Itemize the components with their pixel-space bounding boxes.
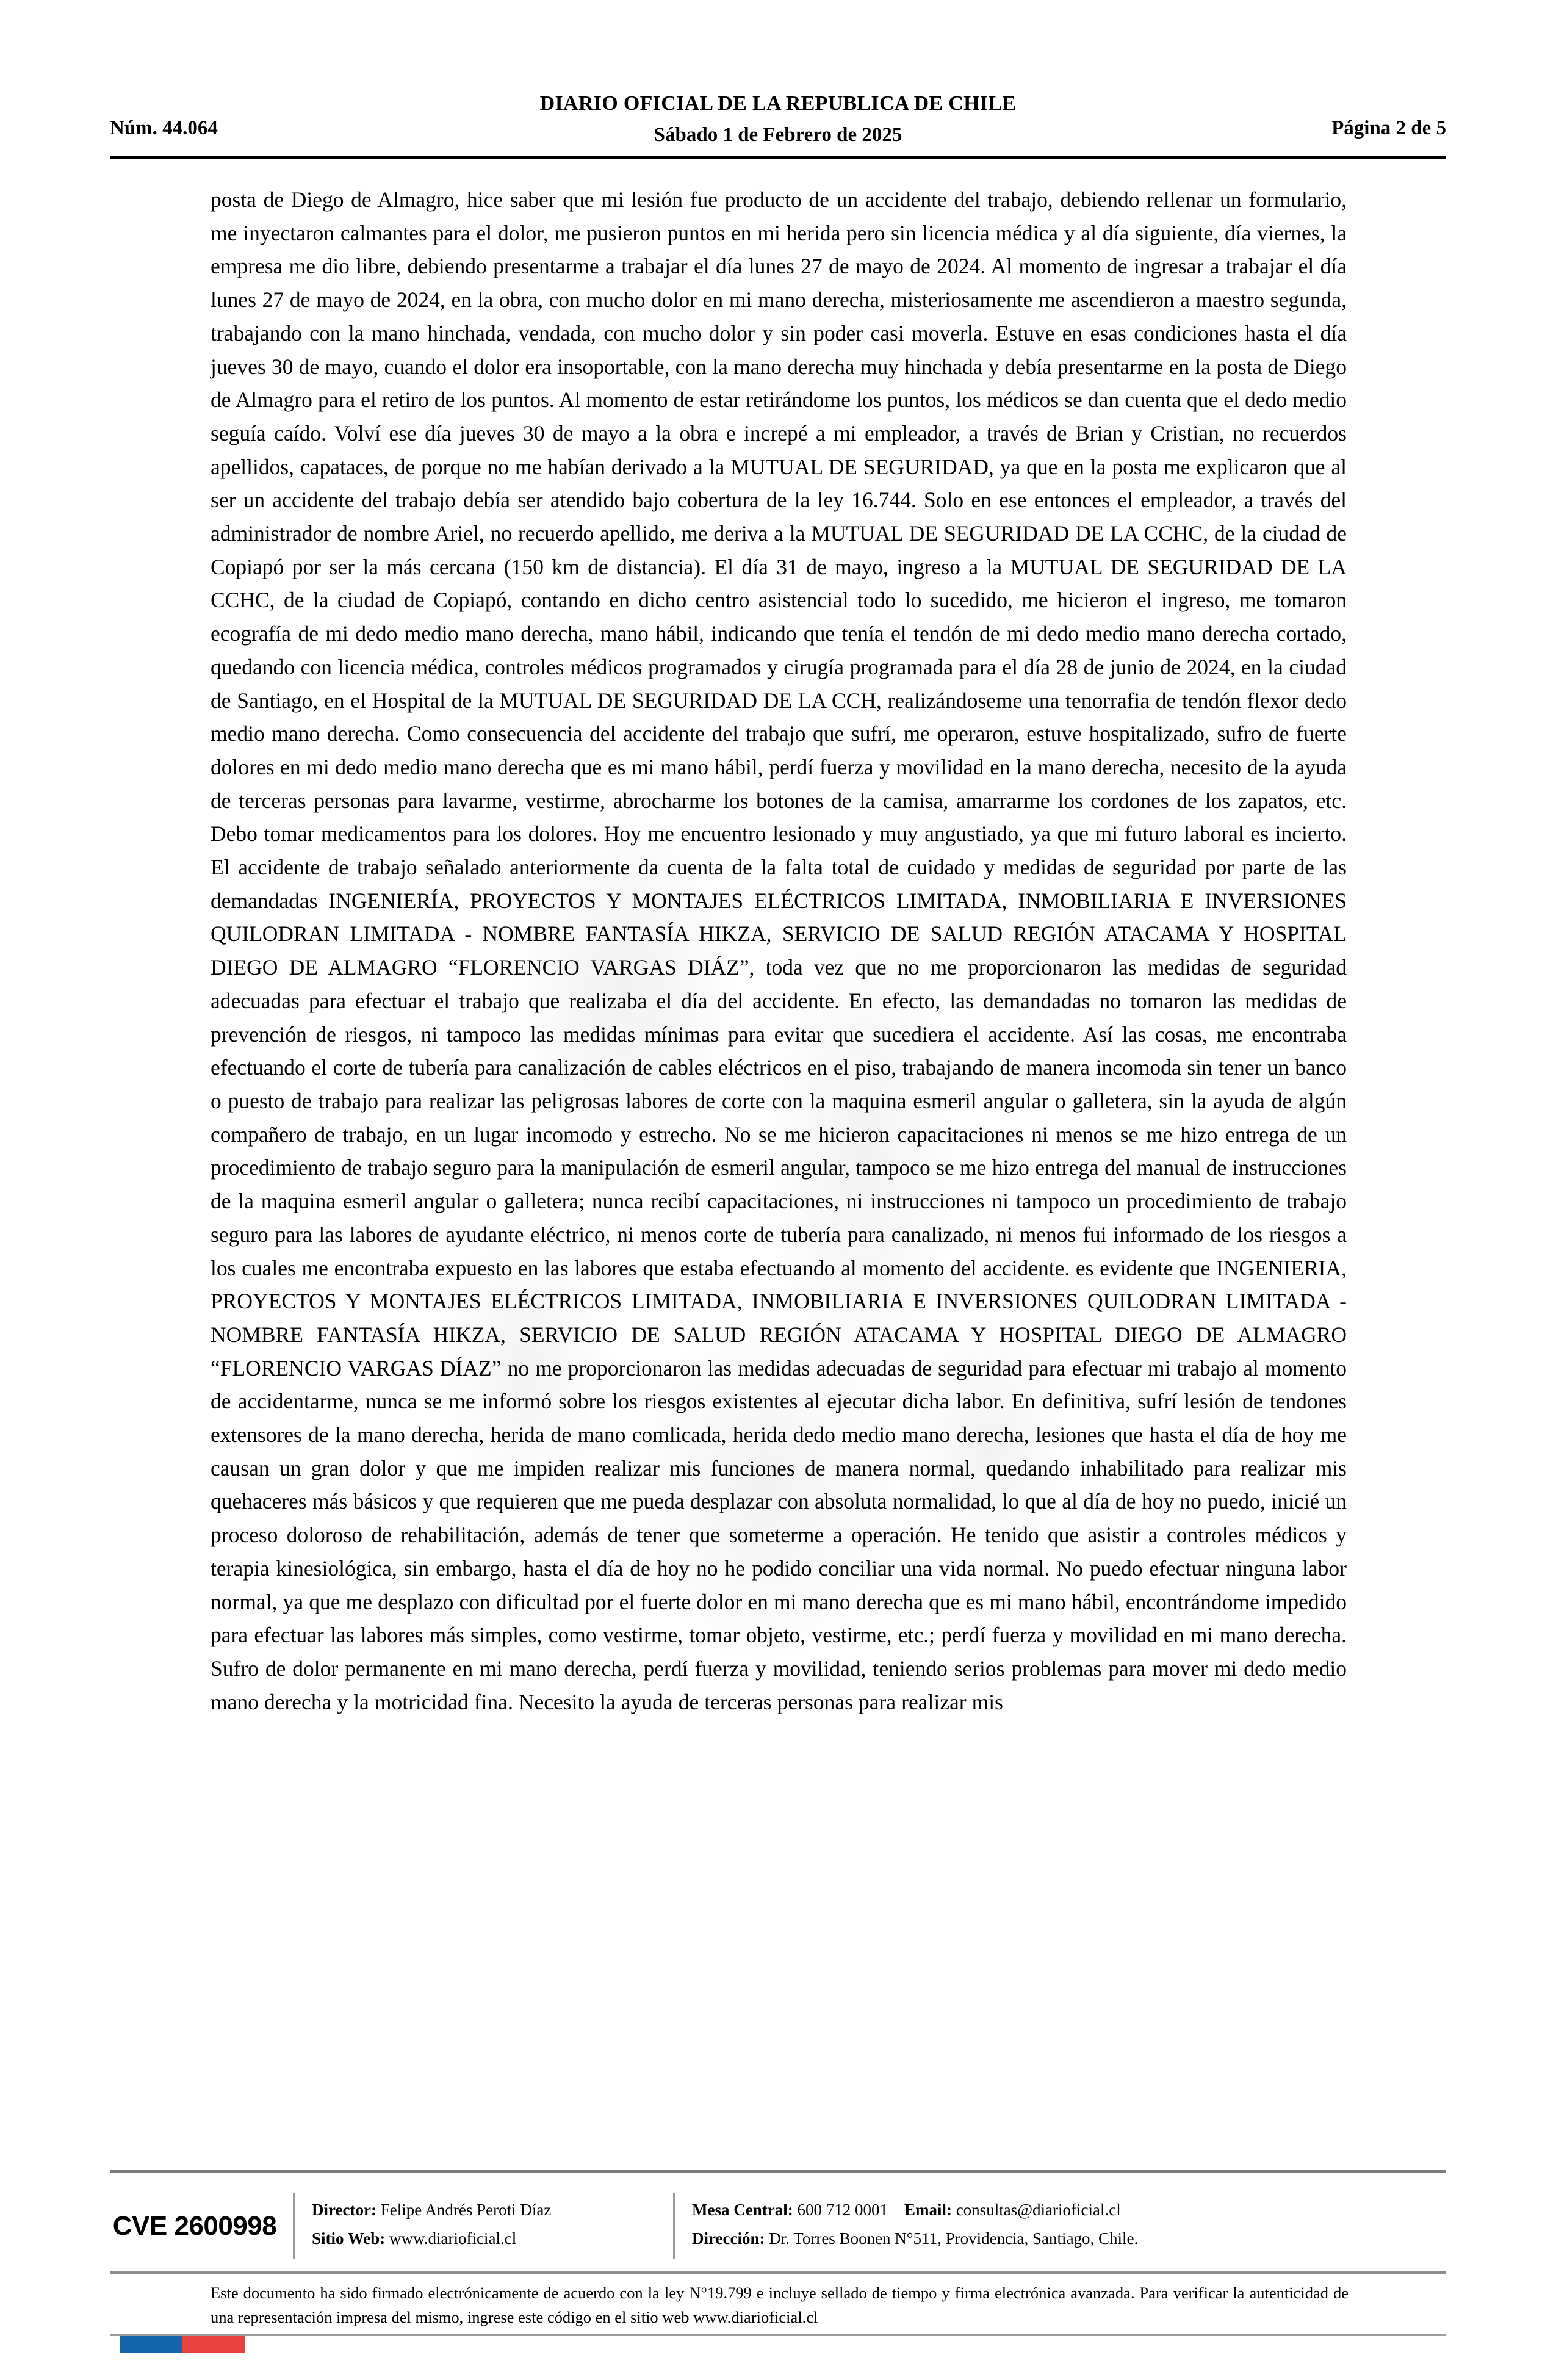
footer-contact-right — [675, 2193, 1446, 2253]
legal-notice-text: Este documento ha sido firmado electrónicamente de acuerdo con la ley N°19.799 e incluye sellado de tiempo y firma electrónica avanzada. Para verificar la autenticidad de una representación impresa del mismo, ingrese este código en el sitio web www.diarioficial.cl — [211, 2284, 1349, 2326]
footer-contact-left — [295, 2193, 673, 2253]
website-label: Sitio Web: — [312, 2229, 386, 2248]
footer-top-rule — [110, 2170, 1446, 2173]
footer — [110, 2193, 1446, 2259]
electronic-signature-notice — [211, 2281, 1349, 2329]
cve-code: CVE 2600998 — [112, 2211, 277, 2241]
switchboard-value: 600 712 0001 — [797, 2201, 888, 2219]
bottom-rule — [110, 2334, 1446, 2336]
email-value[interactable]: consultas@diarioficial.cl — [956, 2201, 1121, 2219]
footer-switchboard-line — [692, 2196, 1446, 2224]
switchboard-label: Mesa Central: — [692, 2201, 793, 2219]
issue-number: Núm. 44.064 — [110, 117, 218, 139]
director-label: Director: — [312, 2201, 376, 2219]
masthead — [0, 92, 1556, 147]
publication-title: DIARIO OFICIAL DE LA REPUBLICA DE CHILE — [539, 92, 1017, 115]
director-name: Felipe Andrés Peroti Díaz — [380, 2201, 552, 2219]
page-indicator: Página 2 de 5 — [1331, 117, 1446, 139]
body-paragraph: posta de Diego de Almagro, hice saber que mi lesión fue producto de un accidente del trabajo, debiendo rellenar un formulario, me inyectaron calmantes para el dolor, me pusieron puntos en mi herida pero sin licencia médica y al día siguiente, día viernes, la empresa me dio libre, debiendo presentarme a trabajar el día lunes 27 de mayo de 2024. Al momento de ingresar a trabajar el día lunes 27 de mayo de 2024, en la obra, con mucho dolor en mi mano derecha, misteriosamente me ascendieron a maestro segunda, trabajando con la mano hinchada, vendada, con mucho dolor y sin poder casi moverla. Estuve en esas condiciones hasta el día jueves 30 de mayo, cuando el dolor era insoportable, con la mano derecha muy hinchada y debía presentarme en la posta de Diego de Almagro para el retiro de los puntos. Al momento de estar retirándome los puntos, los médicos se dan cuenta que el dedo medio seguía caído. Volví ese día jueves 30 de mayo a la obra e increpé a mi empleador, a través de Brian y Cristian, no recuerdos apellidos, capataces, de porque no me habían derivado a la MUTUAL DE SEGURIDAD, ya que en la posta me explicaron que al ser un accidente del trabajo debía ser atendido bajo cobertura de la ley 16.744. Solo en ese entonces el empleador, a través del administrador de nombre Ariel, no recuerdo apellido, me deriva a la MUTUAL DE SEGURIDAD DE LA CCHC, de la ciudad de Copiapó por ser la más cercana (150 km de distancia). El día 31 de mayo, ingreso a la MUTUAL DE SEGURIDAD DE LA CCHC, de la ciudad de Copiapó, contando en dicho centro asistencial todo lo sucedido, me hicieron el ingreso, me tomaron ecografía de mi dedo medio mano derecha, mano hábil, indicando que tenía el tendón de mi dedo medio mano derecha cortado, quedando con licencia médica, controles médicos programados y cirugía programada para el día 28 de junio de 2024, en la ciudad de Santiago, en el Hospital de la MUTUAL DE SEGURIDAD DE LA CCH, realizándoseme una tenorrafia de tendón flexor dedo medio mano derecha. Como consecuencia del accidente del trabajo que sufrí, me operaron, estuve hospitalizado, sufro de fuerte dolores en mi dedo medio mano derecha que es mi mano hábil, perdí fuerza y movilidad en la mano derecha, necesito de la ayuda de terceras personas para lavarme, vestirme, abrocharme los botones de la camisa, amarrarme los cordones de los zapatos, etc. Debo tomar medicamentos para los dolores. Hoy me encuentro lesionado y muy angustiado, ya que mi futuro laboral es incierto. El accidente de trabajo señalado anteriormente da cuenta de la falta total de cuidado y medidas de seguridad por parte de las demandadas INGENIERÍA, PROYECTOS Y MONTAJES ELÉCTRICOS LIMITADA, INMOBILIARIA E INVERSIONES QUILODRAN LIMITADA - NOMBRE FANTASÍA HIKZA, SERVICIO DE SALUD REGIÓN ATACAMA Y HOSPITAL DIEGO DE ALMAGRO “FLORENCIO VARGAS DIÁZ”, toda vez que no me proporcionaron las medidas de seguridad adecuadas para efectuar el trabajo que realizaba el día del accidente. En efecto, las demandadas no tomaron las medidas de prevención de riesgos, ni tampoco las medidas mínimas para evitar que sucediera el accidente. Así las cosas, me encontraba efectuando el corte de tubería para canalización de cables eléctricos en el piso, trabajando de manera incomoda sin tener un banco o puesto de trabajo para realizar las peligrosas labores de corte con la maquina esmeril angular o galletera, sin la ayuda de algún compañero de trabajo, en un lugar incomodo y estrecho. No se me hicieron capacitaciones ni menos se me hizo entrega de un procedimiento de trabajo seguro para la manipulación de esmeril angular, tampoco se me hizo entrega del manual de instrucciones de la maquina esmeril angular o galletera; nunca recibí capacitaciones, ni instrucciones ni tampoco un procedimiento de trabajo seguro para las labores de ayudante eléctrico, ni menos corte de tubería para canalizado, ni menos fui informado de los riesgos a los cuales me encontraba expuesto en las labores que estaba efectuando al momento del accidente. es evidente que INGENIERIA, PROYECTOS Y MONTAJES ELÉCTRICOS LIMITADA, INMOBILIARIA E INVERSIONES QUILODRAN LIMITADA - NOMBRE FANTASÍA HIKZA, SERVICIO DE SALUD REGIÓN ATACAMA Y HOSPITAL DIEGO DE ALMAGRO “FLORENCIO VARGAS DÍAZ” no me proporcionaron las medidas adecuadas de seguridad para efectuar mi trabajo al momento de accidentarme, nunca se me informó sobre los riesgos existentes al ejecutar dicha labor. En definitiva, sufrí lesión de tendones extensores de la mano derecha, herida de mano comlicada, herida dedo medio mano derecha, lesiones que hasta el día de hoy me causan un gran dolor y que me impiden realizar mis funciones de manera normal, quedando inhabilitado para realizar mis quehaceres más básicos y que requieren que me pueda desplazar con absoluta normalidad, lo que al día de hoy no puedo, inicié un proceso doloroso de rehabilitación, además de tener que someterme a operación. He tenido que asistir a controles médicos y terapia kinesiológica, sin embargo, hasta el día de hoy no he podido conciliar una vida normal. No puedo efectuar ninguna labor normal, ya que me desplazo con dificultad por el fuerte dolor en mi mano derecha que es mi mano hábil, encontrándome impedido para efectuar las labores más simples, como vestirme, tomar objeto, vestirme, etc.; perdí fuerza y movilidad en mi mano derecha. Sufro de dolor permanente en mi mano derecha, perdí fuerza y movilidad, teniendo serios problemas para mover mi dedo medio mano derecha y la motricidad fina. Necesito la ayuda de terceras personas para realizar mis — [211, 187, 1347, 1714]
footer-director-line — [312, 2196, 673, 2224]
document-body — [211, 183, 1347, 1718]
flag-red-swatch — [182, 2336, 245, 2353]
header-divider-rule — [110, 156, 1446, 159]
footer-address-line — [692, 2224, 1446, 2253]
footer-bottom-rule — [110, 2271, 1446, 2274]
chile-flag-swatch — [120, 2336, 245, 2353]
flag-blue-swatch — [120, 2336, 182, 2353]
footer-website-line — [312, 2224, 673, 2253]
address-value: Dr. Torres Boonen N°511, Providencia, Santiago, Chile. — [769, 2229, 1139, 2248]
cve-block — [110, 2193, 293, 2259]
website-value[interactable]: www.diarioficial.cl — [389, 2229, 517, 2248]
address-label: Dirección: — [692, 2229, 765, 2248]
email-label: Email: — [904, 2201, 952, 2219]
publication-date: Sábado 1 de Febrero de 2025 — [654, 124, 902, 146]
